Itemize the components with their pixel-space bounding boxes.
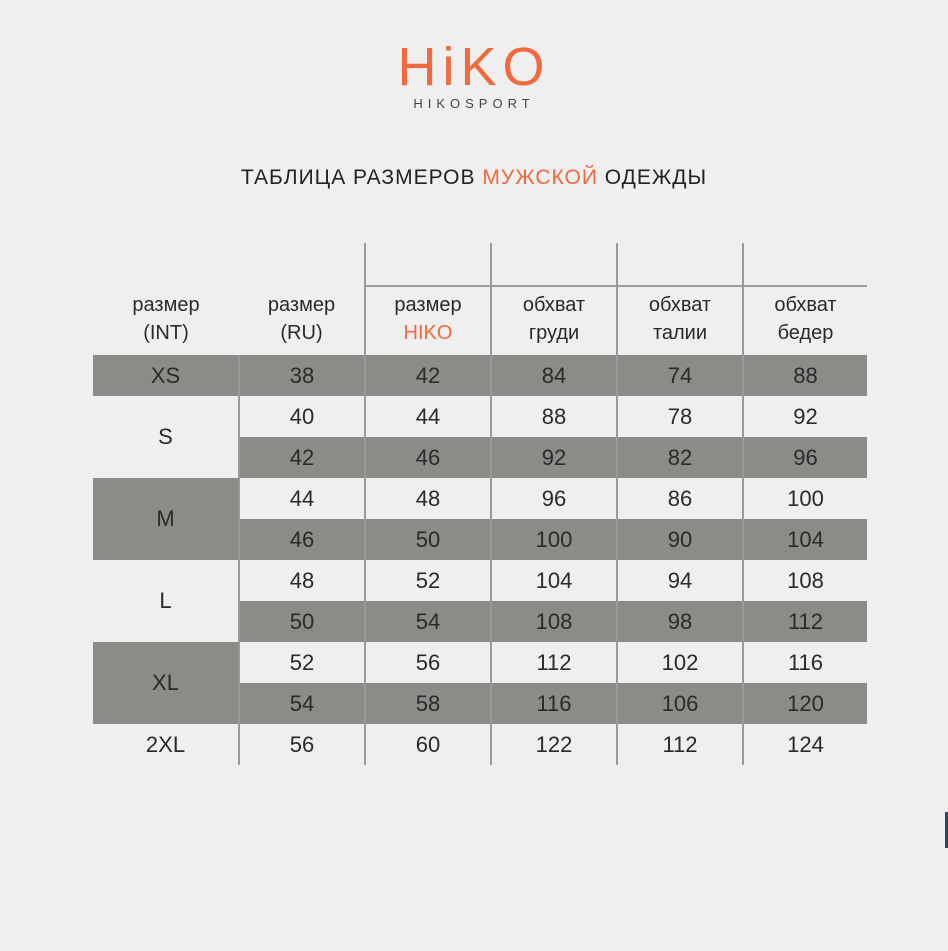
cell-chest: 112 <box>491 642 617 683</box>
cell-hips: 96 <box>743 437 867 478</box>
cell-chest: 96 <box>491 478 617 519</box>
table-row <box>93 396 867 437</box>
cell-hiko: 60 <box>365 724 491 765</box>
header-int: размер (INT) <box>132 294 200 344</box>
cell-waist: 74 <box>617 355 743 396</box>
cell-hiko: 56 <box>365 642 491 683</box>
cell-ru: 40 <box>239 396 365 437</box>
cell-ru: 38 <box>239 355 365 396</box>
cell-ru: 42 <box>239 437 365 478</box>
cell-chest: 108 <box>491 601 617 642</box>
header-hips: обхват бедер <box>743 243 867 355</box>
header-chest: обхват груди <box>491 243 617 355</box>
brand-logo <box>0 37 948 111</box>
cell-ru: 50 <box>239 601 365 642</box>
cell-chest: 92 <box>491 437 617 478</box>
cell-hiko: 48 <box>365 478 491 519</box>
cell-hips: 108 <box>743 560 867 601</box>
cell-waist: 98 <box>617 601 743 642</box>
cell-hiko: 42 <box>365 355 491 396</box>
cell-waist: 112 <box>617 724 743 765</box>
cell-ru: 48 <box>239 560 365 601</box>
header-ru: размер (RU) <box>267 294 336 344</box>
table-row <box>93 642 867 683</box>
cell-hips: 100 <box>743 478 867 519</box>
table-header-row <box>93 243 867 355</box>
cell-waist: 102 <box>617 642 743 683</box>
table-row <box>93 355 867 396</box>
cell-waist: 86 <box>617 478 743 519</box>
cell-chest: 104 <box>491 560 617 601</box>
cell-hiko: 58 <box>365 683 491 724</box>
cell-ru: 52 <box>239 642 365 683</box>
cell-waist: 82 <box>617 437 743 478</box>
cell-chest: 116 <box>491 683 617 724</box>
cell-int: 2XL <box>145 731 186 757</box>
page-title <box>0 166 948 190</box>
title-part-1: ТАБЛИЦА РАЗМЕРОВ <box>240 166 476 189</box>
cell-hips: 116 <box>743 642 867 683</box>
cell-chest: 122 <box>491 724 617 765</box>
cell-hiko: 50 <box>365 519 491 560</box>
cell-waist: 106 <box>617 683 743 724</box>
logo-subtitle: HIKOSPORT <box>413 96 535 111</box>
cell-hips: 92 <box>743 396 867 437</box>
cell-waist: 94 <box>617 560 743 601</box>
cell-hips: 104 <box>743 519 867 560</box>
cell-hiko: 52 <box>365 560 491 601</box>
cell-ru: 46 <box>239 519 365 560</box>
header-hiko: размер HIKO <box>365 243 491 355</box>
cell-ru: 44 <box>239 478 365 519</box>
cell-chest: 88 <box>491 396 617 437</box>
cell-waist: 90 <box>617 519 743 560</box>
header-waist: обхват талии <box>617 243 743 355</box>
table-row <box>93 478 867 519</box>
cell-chest: 100 <box>491 519 617 560</box>
logo-mark: HiKO <box>397 37 551 97</box>
table-row <box>93 724 867 765</box>
cell-int: S <box>158 424 173 449</box>
cell-hips: 120 <box>743 683 867 724</box>
cell-int: M <box>93 478 239 560</box>
cell-ru: 56 <box>239 724 365 765</box>
title-accent: МУЖСКОЙ <box>482 166 598 189</box>
cell-int: XS <box>150 362 181 388</box>
size-table <box>93 243 867 765</box>
cell-hiko: 46 <box>365 437 491 478</box>
cell-int: XL <box>93 642 239 724</box>
cell-hips: 112 <box>743 601 867 642</box>
cell-hiko: 54 <box>365 601 491 642</box>
cell-chest: 84 <box>491 355 617 396</box>
cell-ru: 54 <box>239 683 365 724</box>
cell-hips: 88 <box>743 355 867 396</box>
cell-waist: 78 <box>617 396 743 437</box>
cell-int: L <box>159 588 172 613</box>
cell-hips: 124 <box>743 724 867 765</box>
table-row <box>93 560 867 601</box>
title-part-2: ОДЕЖДЫ <box>604 166 708 189</box>
cell-hiko: 44 <box>365 396 491 437</box>
